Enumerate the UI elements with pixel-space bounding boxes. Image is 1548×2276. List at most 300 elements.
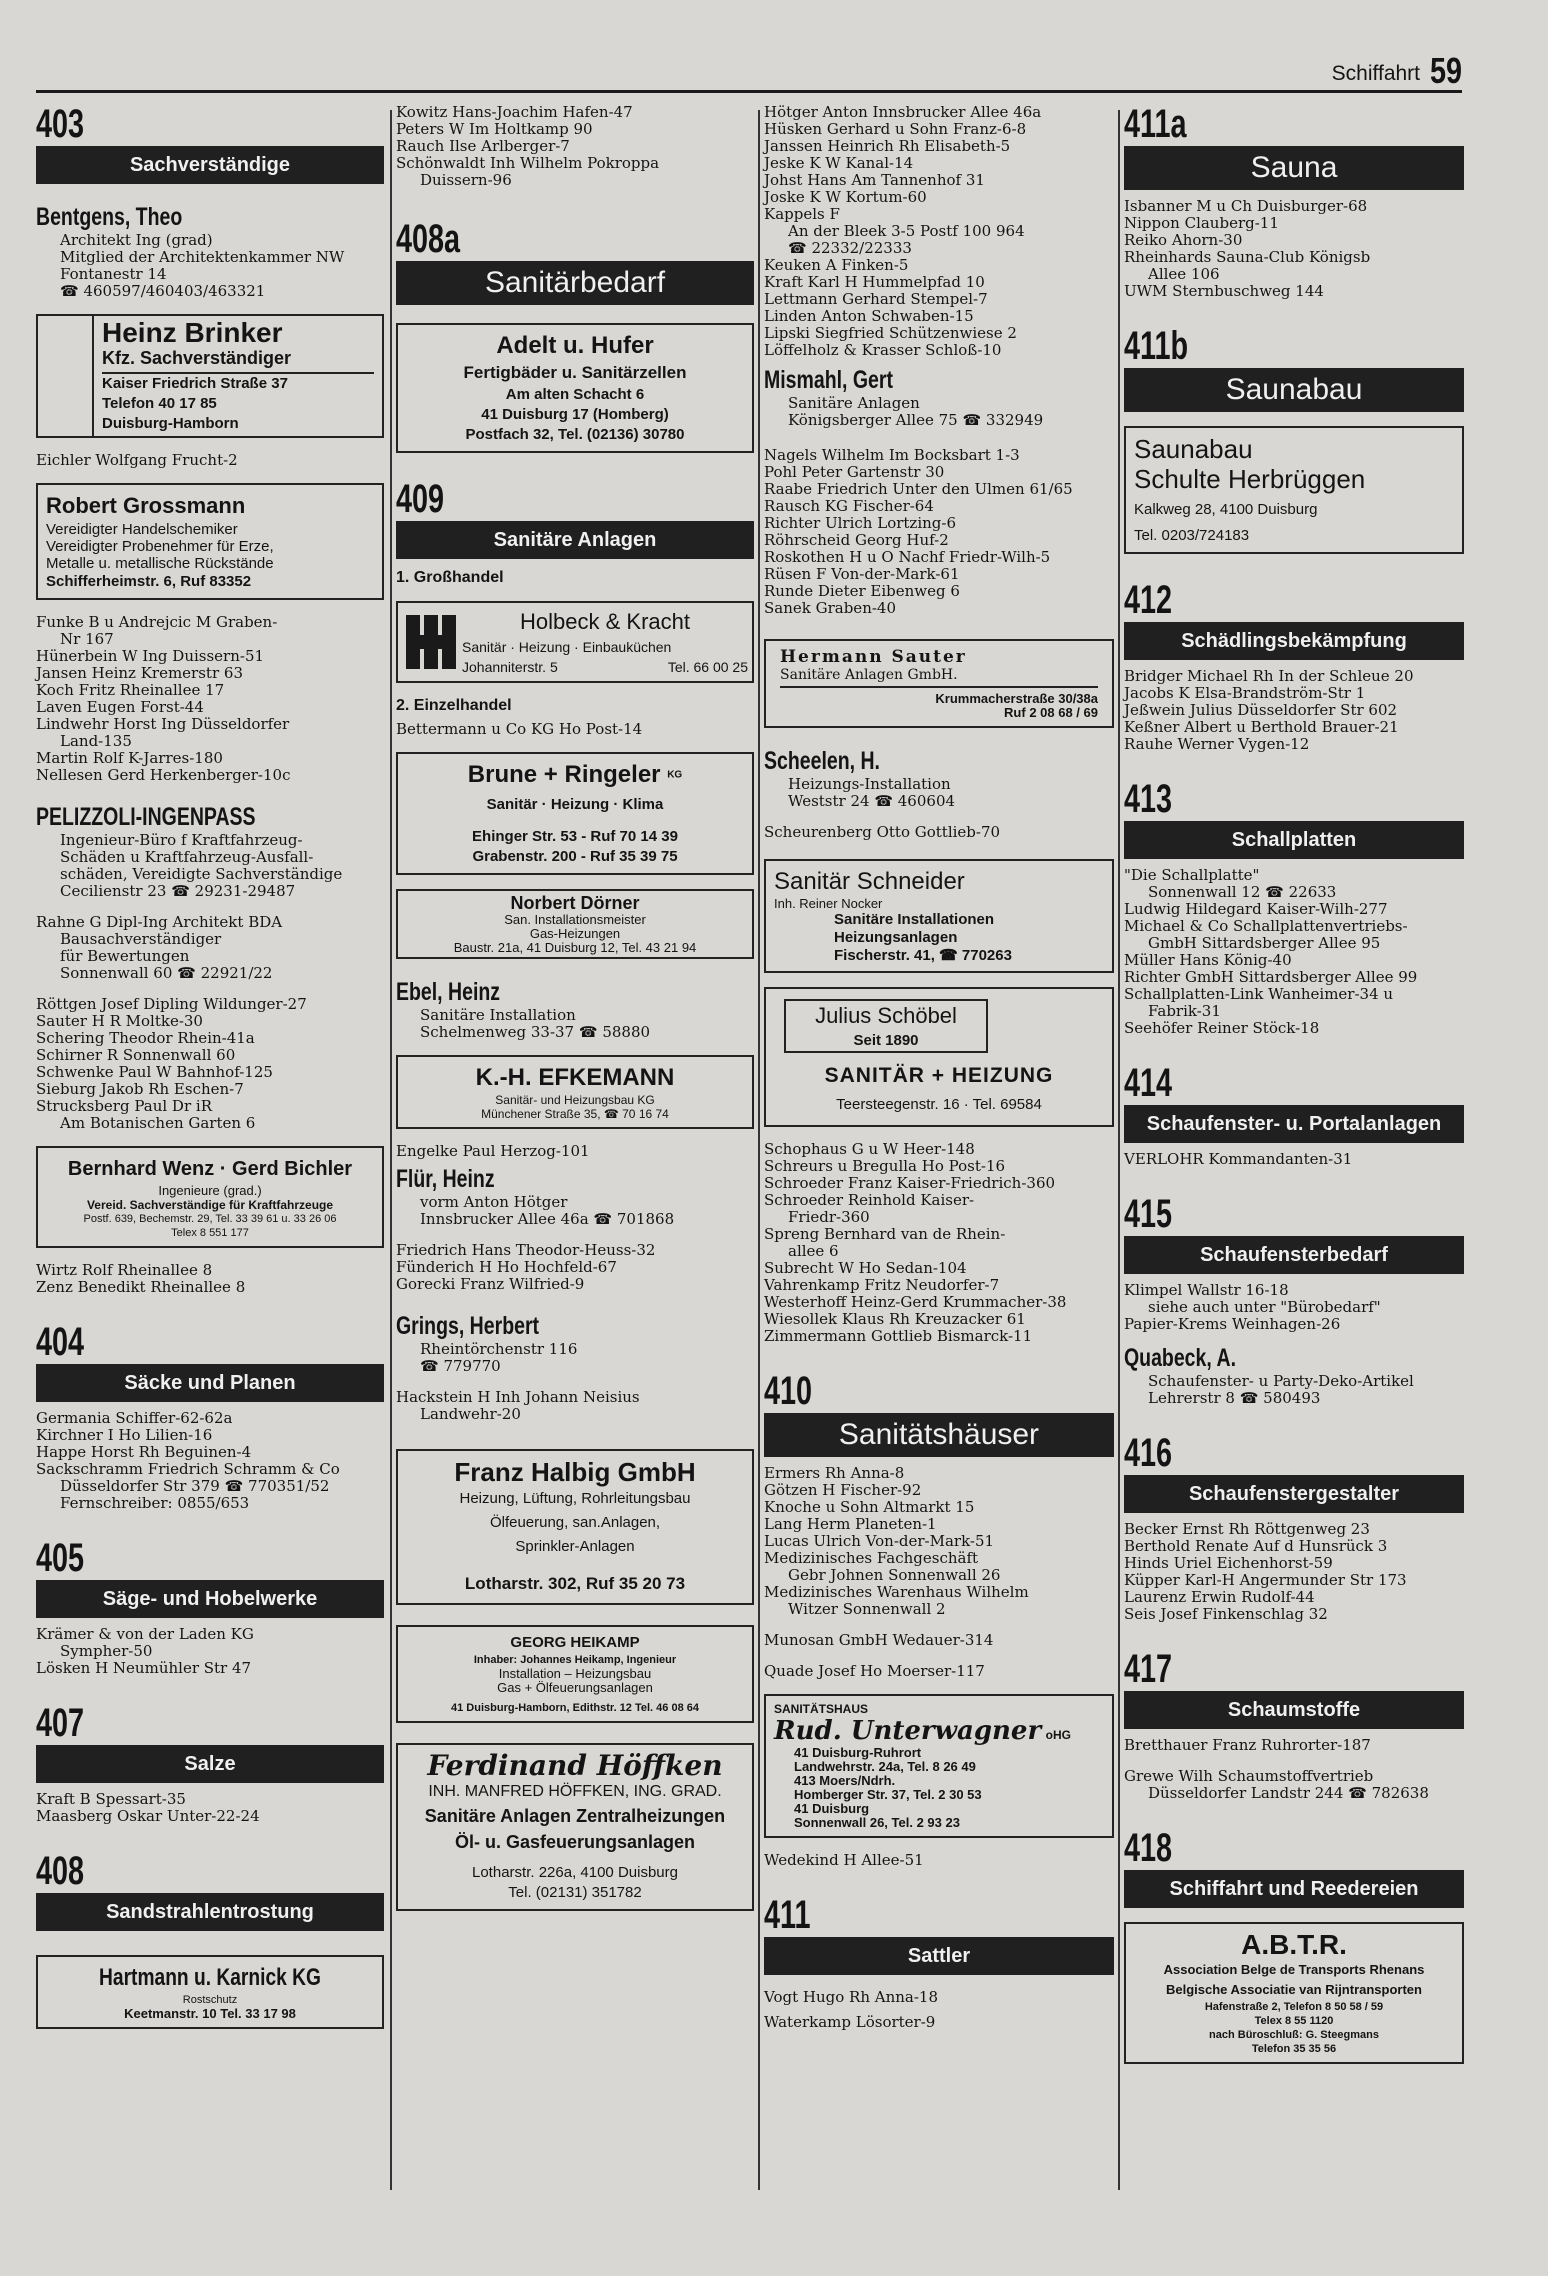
entry-line: Rauch Ilse Arlberger-7	[396, 137, 570, 155]
entry-line: Sanitäre Installation	[420, 1005, 576, 1024]
section-number: 405	[36, 1536, 85, 1580]
entry-line: Sackschramm Friedrich Schramm & Co	[36, 1460, 340, 1478]
entry-line: Subrecht W Ho Sedan-104	[764, 1259, 967, 1277]
entry-line: Waterkamp Lösorter-9	[764, 2013, 936, 2031]
section-number: 417	[1124, 1647, 1173, 1691]
entry-line: Knoche u Sohn Altmarkt 15	[764, 1498, 975, 1516]
entry-line: Hackstein H Inh Johann Neisius	[396, 1387, 640, 1406]
ad-hoeffken	[396, 1743, 754, 1911]
ad-schulte-herbrueggen	[1124, 426, 1464, 554]
entry-line: Zimmermann Gottlieb Bismarck-11	[764, 1327, 1033, 1345]
ad-heikamp	[396, 1625, 754, 1723]
subsection-heading: 1. Großhandel	[396, 569, 504, 586]
entry-line: Gebr Johnen Sonnenwall 26	[788, 1566, 1001, 1584]
entry-line: Nagels Wilhelm Im Bocksbart 1-3	[764, 446, 1020, 464]
entry-line: Jansen Heinz Kremerstr 63	[36, 664, 243, 682]
ad-subtitle: Kfz. Sachverständiger	[102, 348, 374, 374]
entry-line: Hinds Uriel Eichenhorst-59	[1124, 1554, 1333, 1572]
ad-line: Metalle u. metallische Rückstände	[46, 555, 274, 572]
entry-line: Ingenieur-Büro f Kraftfahrzeug-	[60, 831, 303, 849]
ad-halbig	[396, 1449, 754, 1605]
entry-line: Sanek Graben-40	[764, 599, 897, 617]
section-heading: Schaumstoffe	[1124, 1691, 1464, 1729]
ad-title: Sanitär Schneider	[774, 868, 965, 895]
ad-line: Landwehrstr. 24a, Tel. 8 26 49	[794, 1759, 976, 1774]
ad-line: San. Installationsmeister	[504, 911, 646, 927]
ad-line: Postfach 32, Tel. (02136) 30780	[465, 426, 685, 443]
entry-line: Am Botanischen Garten 6	[60, 1114, 256, 1132]
section-number: 408	[36, 1849, 85, 1893]
entry-line: GmbH Sittardsberger Allee 95	[1148, 934, 1381, 952]
ad-line: 41 Duisburg-Hamborn, Edithstr. 12 Tel. 46 08 64	[451, 1701, 699, 1714]
section-number: 409	[396, 477, 445, 521]
entry-line: Löffelholz & Krasser Schloß-10	[764, 341, 1002, 359]
entry-line: Maasberg Oskar Unter-22-24	[36, 1807, 260, 1825]
entry-line: Funke B u Andrejcic M Graben-	[36, 613, 278, 631]
entry-line: Fünderich H Ho Hochfeld-67	[396, 1257, 617, 1276]
entry-line: Wiesollek Klaus Rh Kreuzacker 61	[764, 1310, 1026, 1328]
entry-line: Cecilienstr 23 ☎ 29231-29487	[60, 882, 296, 900]
entry-line: Schäden u Kraftfahrzeug-Ausfall-	[60, 848, 314, 866]
section-403	[36, 104, 384, 1296]
entry-line: Rüsen F Von-der-Mark-61	[764, 565, 960, 583]
section-413	[1124, 779, 1464, 1037]
entry-line: Hünerbein W Ing Duissern-51	[36, 647, 265, 665]
entry-line: vorm Anton Hötger	[420, 1192, 568, 1211]
ad-title: A.B.T.R.	[1241, 1929, 1347, 1960]
ad-wenz	[36, 1146, 384, 1248]
entry-line: Medizinisches Fachgeschäft	[764, 1549, 979, 1567]
entry-name: Flür, Heinz	[396, 1164, 495, 1193]
ad-title: Ferdinand Höffken	[427, 1748, 723, 1782]
entry-line: Lipski Siegfried Schützenwiese 2	[764, 324, 1017, 342]
ad-line: Lotharstr. 226a, 4100 Duisburg	[472, 1863, 678, 1881]
ad-address: Kaiser Friedrich Straße 37	[102, 375, 288, 392]
entry-line: Scheurenberg Otto Gottlieb-70	[764, 823, 1001, 841]
section-411b	[1124, 326, 1464, 554]
entry-line: Schaufenster- u Party-Deko-Artikel	[1148, 1372, 1414, 1390]
section-heading: Säcke und Planen	[36, 1364, 384, 1402]
entry-line: Zenz Benedikt Rheinallee 8	[36, 1278, 246, 1296]
section-number: 411	[764, 1893, 811, 1937]
section-409	[396, 479, 754, 1911]
section-number: 412	[1124, 578, 1173, 622]
entry-name: Ebel, Heinz	[396, 977, 501, 1006]
entry-line: Spreng Bernhard van de Rhein-	[764, 1225, 1006, 1243]
ad-line: Gas + Ölfeuerungsanlagen	[497, 1679, 653, 1695]
ad-line: Sprinkler-Anlagen	[515, 1537, 635, 1555]
ad-line: Telex 8 551 177	[171, 1227, 249, 1239]
entry-list	[36, 614, 384, 784]
ad-hartmann	[36, 1955, 384, 2029]
entry-name: Mismahl, Gert	[764, 366, 893, 394]
entry-line: Bretthauer Franz Ruhrorter-187	[1124, 1736, 1371, 1754]
ad-line: Vereid. Sachverständige für Kraftfahrzeuge	[86, 1198, 334, 1212]
ad-address: Johanniterstr. 5	[462, 659, 558, 675]
ad-line: 41 Duisburg-Ruhrort	[794, 1745, 922, 1760]
section-408	[36, 1851, 384, 2029]
entry-line: Martin Rolf K-Jarres-180	[36, 749, 223, 767]
entry-line: Sanitäre Anlagen	[788, 394, 920, 412]
ad-title: Hermann Sauter	[780, 647, 967, 667]
entry-line: Allee 106	[1148, 265, 1220, 283]
column-divider	[1118, 110, 1120, 2190]
entry-line: Schroeder Reinhold Kaiser-	[764, 1191, 975, 1209]
section-418	[1124, 1828, 1464, 2064]
ad-line: Sanitäre Anlagen Zentralheizungen	[424, 1805, 726, 1826]
column-divider	[758, 110, 760, 2190]
entry-line: Landwehr-20	[420, 1404, 521, 1423]
entry-name: Quabeck, A.	[1124, 1344, 1236, 1372]
entry-line: Strucksberg Paul Dr iR	[36, 1097, 212, 1115]
ad-line: Gas-Heizungen	[529, 925, 621, 941]
entry-line: Lösken H Neumühler Str 47	[36, 1659, 252, 1677]
section-number: 410	[764, 1369, 813, 1413]
ad-grossmann	[36, 483, 384, 600]
ad-line: Grabenstr. 200 - Ruf 35 39 75	[472, 847, 678, 865]
entry-name: Scheelen, H.	[764, 747, 880, 775]
ad-line: Lotharstr. 302, Ruf 35 20 73	[464, 1573, 686, 1593]
entry-line: Lettmann Gerhard Stempel-7	[764, 290, 988, 308]
ad-line: INH. MANFRED HÖFFKEN, ING. GRAD.	[428, 1782, 722, 1800]
entry-line: Rheinhards Sauna-Club Königsb	[1124, 248, 1371, 266]
section-number: 415	[1124, 1192, 1173, 1236]
entry-line: Kraft Karl H Hummelpfad 10	[764, 273, 985, 291]
entry-line: Medizinisches Warenhaus Wilhelm	[764, 1583, 1029, 1601]
entry-line: Fernschreiber: 0855/653	[60, 1494, 250, 1512]
entry-line: Fabrik-31	[1148, 1002, 1221, 1020]
section-title: Schiffahrt	[1331, 62, 1420, 85]
entry-line: Friedrich Hans Theodor-Heuss-32	[396, 1240, 656, 1259]
ad-phone: Telefon 40 17 85	[102, 395, 217, 412]
entry-line: Roskothen H u O Nachf Friedr-Wilh-5	[764, 548, 1051, 566]
entry-line: Reiko Ahorn-30	[1124, 231, 1243, 249]
ad-line: Öl- u. Gasfeuerungsanlagen	[454, 1831, 696, 1852]
section-number: 403	[36, 102, 85, 146]
entry-line: Seehöfer Reiner Stöck-18	[1124, 1019, 1320, 1037]
ad-line: Am alten Schacht 6	[505, 386, 645, 403]
section-405	[36, 1538, 384, 1677]
ad-title: Heinz Brinker	[102, 317, 283, 348]
ad-line: Sanitär- und Heizungsbau KG	[495, 1092, 655, 1107]
ad-line: Association Belge de Transports Rhenans	[1163, 1962, 1425, 1977]
column-divider	[390, 110, 392, 2190]
entry-name: Grings, Herbert	[396, 1311, 540, 1340]
ad-abtr	[1124, 1922, 1464, 2064]
ad-line: Fertigbäder u. Sanitärzellen	[463, 363, 687, 382]
entry-line: Gorecki Franz Wilfried-9	[396, 1274, 585, 1293]
ad-title: Julius Schöbel	[815, 1003, 957, 1028]
section-heading: Schaufenster- u. Portalanlagen	[1124, 1105, 1464, 1143]
ad-title: Adelt u. Hufer	[496, 332, 654, 359]
entry-line: Innsbrucker Allee 46a ☎ 701868	[420, 1209, 675, 1228]
ad-suffix: KG	[667, 769, 683, 781]
ad-unterwagner	[764, 1694, 1114, 1838]
section-number: 407	[36, 1701, 85, 1745]
ad-title: Hartmann u. Karnick KG	[99, 1964, 321, 1991]
section-heading: Saunabau	[1124, 368, 1464, 412]
entry-line: Lindwehr Horst Ing Düsseldorfer	[36, 715, 290, 733]
ad-line: Inh. Reiner Nocker	[774, 896, 883, 911]
entry-line: schäden, Vereidigte Sachverständige	[60, 865, 343, 883]
ad-line: Fischerstr. 41, ☎ 770263	[834, 947, 1012, 964]
ad-line: Telex 8 55 1120	[1254, 2015, 1334, 2027]
section-411a	[1124, 104, 1464, 300]
entry-line: Krämer & von der Laden KG	[36, 1625, 254, 1643]
entry-line: Röttgen Josef Dipling Wildunger-27	[36, 995, 307, 1013]
section-heading: Sanitäre Anlagen	[396, 521, 754, 559]
ad-line: Inhaber: Johannes Heikamp, Ingenieur	[473, 1653, 677, 1666]
entry-line: Kraft B Spessart-35	[36, 1790, 186, 1808]
entry-line: UWM Sternbuschweg 144	[1124, 282, 1324, 300]
entry-line: Mitglied der Architektenkammer NW	[60, 248, 345, 266]
entry-line: Klimpel Wallstr 16-18	[1124, 1281, 1289, 1299]
entry-line: Schelmenweg 33-37 ☎ 58880	[420, 1022, 651, 1041]
entry-line: Johst Hans Am Tannenhof 31	[764, 171, 985, 189]
section-number: 404	[36, 1320, 85, 1364]
entry-line: Eichler Wolfgang Frucht-2	[36, 451, 238, 469]
entry-line: Lucas Ulrich Von-der-Mark-51	[764, 1532, 995, 1550]
ad-title: Norbert Dörner	[510, 892, 640, 913]
section-417	[1124, 1649, 1464, 1802]
entry-line: Kirchner I Ho Lilien-16	[36, 1426, 213, 1444]
entry-line: Linden Anton Schwaben-15	[764, 307, 974, 325]
entry-list	[36, 996, 384, 1132]
ad-title: Franz Halbig GmbH	[454, 1456, 696, 1487]
page-number: 59	[1429, 50, 1462, 91]
entry-line: Schwenke Paul W Bahnhof-125	[36, 1063, 273, 1081]
section-415	[1124, 1194, 1464, 1407]
section-number: 416	[1124, 1431, 1173, 1475]
entry-line: Pohl Peter Gartenstr 30	[764, 463, 945, 481]
entry-line: Rauhe Werner Vygen-12	[1124, 735, 1310, 753]
ad-holbeck-kracht	[396, 601, 754, 683]
ad-title: Brune + Ringeler	[467, 761, 661, 788]
entry-line: Düsseldorfer Str 379 ☎ 770351/52	[60, 1477, 330, 1495]
section-410	[764, 1371, 1114, 1869]
section-heading: Sachverständige	[36, 146, 384, 184]
section-408a	[396, 219, 754, 453]
entry-line: Kowitz Hans-Joachim Hafen-47	[396, 103, 633, 121]
ad-title: Holbeck & Kracht	[520, 609, 690, 634]
ad-adelt-hufer	[396, 323, 754, 453]
entry-line: Sympher-50	[60, 1642, 153, 1660]
ad-line: Installation – Heizungsbau	[498, 1665, 652, 1681]
entry-line: Schirner R Sonnenwall 60	[36, 1046, 236, 1064]
entry-line: Lang Herm Planeten-1	[764, 1515, 937, 1533]
entry-line: VERLOHR Kommandanten-31	[1124, 1150, 1353, 1168]
entry-line: Isbanner M u Ch Duisburger-68	[1124, 197, 1368, 215]
ad-line: Tel. (02131) 351782	[508, 1883, 642, 1901]
ad-sauter	[764, 639, 1114, 728]
entry-line: Vahrenkamp Fritz Neudorfer-7	[764, 1276, 1000, 1294]
entry-line: Westerhoff Heinz-Gerd Krummacher-38	[764, 1293, 1067, 1311]
entry-line: Grewe Wilh Schaumstoffvertrieb	[1124, 1767, 1374, 1785]
ad-line: Postf. 639, Bechemstr. 29, Tel. 33 39 61 u. 33 26 06	[83, 1213, 337, 1225]
entry-line: Schönwaldt Inh Wilhelm Pokroppa	[396, 154, 660, 172]
entry-line: Jeske K W Kanal-14	[764, 154, 914, 172]
entry-line: für Bewertungen	[60, 947, 190, 965]
ad-title: K.-H. EFKEMANN	[475, 1063, 675, 1091]
ad-line: Rostschutz	[182, 1994, 238, 2006]
ad-line: 41 Duisburg 17 (Homberg)	[481, 406, 669, 423]
section-heading: Salze	[36, 1745, 384, 1783]
entry-list	[764, 447, 1114, 617]
entry-line: Architekt Ing (grad)	[60, 231, 213, 249]
ad-title: Rud. Unterwagner	[774, 1716, 1042, 1746]
entry-line: Joske K W Kortum-60	[764, 188, 927, 206]
entry-line: Jacobs K Elsa-Brandström-Str 1	[1124, 684, 1366, 702]
ad-line: nach Büroschluß: G. Steegmans	[1209, 2029, 1379, 2041]
subsection-heading: 2. Einzelhandel	[396, 697, 512, 714]
entry-line: Ermers Rh Anna-8	[764, 1464, 905, 1482]
ad-sanitaer-schneider	[764, 859, 1114, 973]
entry-line: Hötger Anton Innsbrucker Allee 46a	[764, 103, 1042, 121]
entry-line: An der Bleek 3-5 Postf 100 964	[788, 222, 1025, 240]
entry-line: Laven Eugen Forst-44	[36, 698, 204, 716]
entry-line: Müller Hans König-40	[1124, 951, 1292, 969]
entry-line: Peters W Im Holtkamp 90	[396, 120, 593, 138]
entry-line: Schophaus G u W Heer-148	[764, 1140, 975, 1158]
entry-line: Schallplatten-Link Wanheimer-34 u	[1124, 985, 1394, 1003]
entry-line: Rahne G Dipl-Ing Architekt BDA	[36, 913, 283, 931]
ad-title: GEORG HEIKAMP	[510, 1633, 640, 1651]
entry-line: siehe auch unter "Bürobedarf"	[1148, 1298, 1381, 1316]
ad-line: Heizungsanlagen	[834, 929, 958, 946]
ad-line: Belgische Associatie van Rijntransporten	[1166, 1982, 1422, 1997]
entry-line: ☎ 779770	[420, 1356, 501, 1375]
entry-line: Nellesen Gerd Herkenberger-10c	[36, 766, 291, 784]
ad-address: Kalkweg 28, 4100 Duisburg	[1134, 501, 1318, 518]
ad-line: Heizung, Lüftung, Rohrleitungsbau	[459, 1489, 691, 1507]
entry-line: Witzer Sonnenwall 2	[788, 1600, 946, 1618]
entry-line: Richter Ulrich Lortzing-6	[764, 514, 956, 532]
entry-line: Schering Theodor Rhein-41a	[36, 1029, 255, 1047]
ad-line: Sanitäre Anlagen GmbH.	[780, 667, 1098, 688]
entry-line: Germania Schiffer-62-62a	[36, 1409, 233, 1427]
ad-line: Seit 1890	[853, 1032, 919, 1049]
ad-line: Krummacherstraße 30/38a	[935, 691, 1098, 706]
section-number: 418	[1124, 1826, 1173, 1870]
entry-line: Düsseldorfer Landstr 244 ☎ 782638	[1148, 1784, 1429, 1802]
entry-line: Janssen Heinrich Rh Elisabeth-5	[764, 137, 1011, 155]
ad-line: Münchener Straße 35, ☎ 70 16 74	[481, 1106, 669, 1121]
entry-line: Munosan GmbH Wedauer-314	[764, 1631, 994, 1649]
ad-line: 413 Moers/Ndrh.	[794, 1773, 896, 1788]
entry-line: Lehrerstr 8 ☎ 580493	[1148, 1389, 1321, 1407]
entry-line: Nr 167	[60, 630, 114, 648]
section-407	[36, 1703, 384, 1825]
entry-list	[764, 1141, 1114, 1345]
ad-title: Robert Grossmann	[46, 493, 246, 518]
section-heading: Schaufenstergestalter	[1124, 1475, 1464, 1513]
entry-line: Schroeder Franz Kaiser-Friedrich-360	[764, 1174, 1056, 1192]
entry-line: Becker Ernst Rh Röttgenweg 23	[1124, 1520, 1370, 1538]
entry-line: Bettermann u Co KG Ho Post-14	[396, 720, 643, 738]
entry-line: Runde Dieter Eibenweg 6	[764, 582, 960, 600]
column-2	[396, 104, 754, 1925]
ad-title: Schulte Herbrüggen	[1134, 464, 1366, 494]
ad-title: Saunabau	[1134, 434, 1253, 464]
ad-line: Homberger Str. 37, Tel. 2 30 53	[794, 1787, 982, 1802]
entry-line: Sauter H R Moltke-30	[36, 1012, 203, 1030]
entry-line: Keßner Albert u Berthold Brauer-21	[1124, 718, 1399, 736]
page-header	[36, 34, 1462, 93]
entry-line: Koch Fritz Rheinallee 17	[36, 681, 225, 699]
entry-line: Rausch KG Fischer-64	[764, 497, 934, 515]
ad-brinker	[36, 314, 384, 438]
ad-line: Ölfeuerung, san.Anlagen,	[489, 1513, 661, 1531]
ad-line: Vereidigter Probenehmer für Erze,	[46, 538, 274, 555]
entry-line: Götzen H Fischer-92	[764, 1481, 922, 1499]
entry-line: ☎ 22332/22333	[788, 239, 912, 257]
ad-brune-ringeler	[396, 752, 754, 875]
section-number: 411a	[1124, 102, 1187, 146]
entry-line: Wedekind H Allee-51	[764, 1851, 924, 1869]
ad-line: Sanitär · Heizung · Einbauküchen	[462, 639, 672, 655]
entry-line: Keuken A Finken-5	[764, 256, 909, 274]
ad-address: Schifferheimstr. 6, Ruf 83352	[46, 573, 252, 590]
entry-line: Heizungs-Installation	[788, 775, 951, 793]
entry-line: Bausachverständiger	[60, 930, 222, 948]
ad-line: Teersteegenstr. 16 · Tel. 69584	[836, 1096, 1042, 1113]
entry-line: Sonnenwall 12 ☎ 22633	[1148, 883, 1337, 901]
entry-line: Nippon Clauberg-11	[1124, 214, 1279, 232]
entry-line: Hüsken Gerhard u Sohn Franz-6-8	[764, 120, 1027, 138]
ad-phone: Tel. 0203/724183	[1134, 527, 1250, 544]
entry-line: "Die Schallplatte"	[1124, 866, 1260, 884]
entry-line: Weststr 24 ☎ 460604	[788, 792, 956, 810]
entry-name: PELIZZOLI-INGENPASS	[36, 803, 256, 831]
entry-line: Rheintörchenstr 116	[420, 1339, 578, 1358]
section-number: 408a	[396, 217, 461, 261]
ad-suffix: oHG	[1045, 1728, 1071, 1742]
entry-line: Raabe Friedrich Unter den Ulmen 61/65	[764, 480, 1073, 498]
ad-line: Baustr. 21a, 41 Duisburg 12, Tel. 43 21 94	[453, 939, 697, 955]
entry-line: Königsberger Allee 75 ☎ 332949	[788, 411, 1044, 429]
ad-city: Duisburg-Hamborn	[102, 415, 239, 432]
ad-line: Ruf 2 08 68 / 69	[1004, 705, 1098, 720]
ad-line: 41 Duisburg	[794, 1801, 870, 1816]
entry-line: Kappels F	[764, 205, 840, 223]
entry-line: Schreurs u Bregulla Ho Post-16	[764, 1157, 1006, 1175]
section-heading: Sanitätshäuser	[764, 1413, 1114, 1457]
ad-line: Ingenieure (grad.)	[158, 1183, 262, 1198]
entry-line: Seis Josef Finkenschlag 32	[1124, 1605, 1328, 1623]
column-3	[764, 104, 1114, 2031]
ad-line: Hafenstraße 2, Telefon 8 50 58 / 59	[1204, 2001, 1384, 2013]
ad-line: Vereidigter Handelschemiker	[46, 521, 238, 538]
column-4	[1124, 104, 1464, 2078]
entry-line: Land-135	[60, 732, 132, 750]
section-heading: Sanitärbedarf	[396, 261, 754, 305]
ad-phone: Tel. 66 00 25	[667, 659, 748, 675]
entry-line: Duissern-96	[420, 171, 512, 189]
entry-line: Fontanestr 14	[60, 265, 167, 283]
entry-name: Bentgens, Theo	[36, 203, 183, 231]
entry-line: Quade Josef Ho Moerser-117	[764, 1662, 985, 1680]
entry-line: Michael & Co Schallplattenvertriebs-	[1124, 917, 1408, 935]
section-heading: Schiffahrt und Reedereien	[1124, 1870, 1464, 1908]
entry-line: Happe Horst Rh Beguinen-4	[36, 1443, 252, 1461]
ad-line: SANITÄTSHAUS	[774, 1702, 869, 1716]
section-heading: Sauna	[1124, 146, 1464, 190]
entry-line: Röhrscheid Georg Huf-2	[764, 531, 949, 549]
entry-line: Berthold Renate Auf d Hunsrück 3	[1124, 1537, 1388, 1555]
section-411	[764, 1895, 1114, 2031]
section-416	[1124, 1433, 1464, 1623]
entry-line: Richter GmbH Sittardsberger Allee 99	[1124, 968, 1418, 986]
